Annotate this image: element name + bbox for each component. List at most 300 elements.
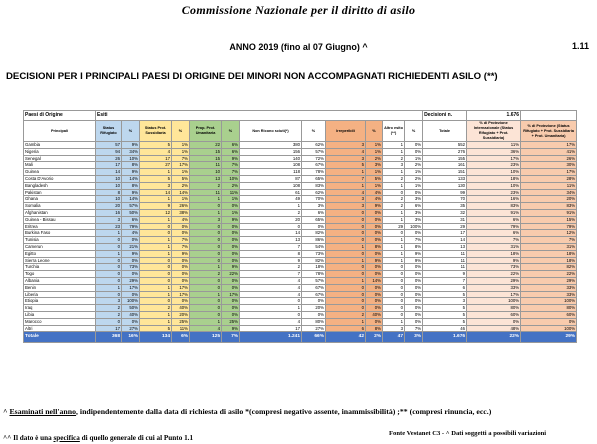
table-row (24, 182, 577, 189)
cell-pct-protezione: 41% (521, 148, 577, 155)
cell-altro-esito: 29 (383, 223, 405, 230)
col-header-prot-umanitaria: Prop. Prot. Umanitaria (190, 121, 222, 142)
col-header-pct-umanitaria: % (222, 121, 240, 142)
cell-pct-umanitaria: 17% (222, 291, 240, 298)
cell-pct-altro: 0% (405, 189, 423, 196)
cell-irreperibili: 7 (326, 175, 366, 182)
col-header-non-riconosciuti: Non Ricono sciuti(*) (240, 121, 302, 142)
cell-pct-rifugiato: 4% (122, 230, 140, 237)
cell-status-rifugiato: 0 (96, 237, 122, 244)
table-row (24, 216, 577, 223)
cell-pct-altro: 0% (405, 318, 423, 325)
cell-pct-non-riconosciuti: 0% (302, 298, 326, 305)
cell-pct-prot-internazionale: 0% (467, 318, 521, 325)
cell-country: Somalia (24, 203, 96, 210)
cell-pct-non-riconosciuti: 78% (302, 271, 326, 278)
cell-pct-prot-internazionale: 18% (467, 175, 521, 182)
cell-pct-protezione: 34% (521, 189, 577, 196)
cell-country: Nigeria (24, 148, 96, 155)
cell-irreperibili: 0 (326, 271, 366, 278)
cell-non-riconosciuti: 2 (240, 209, 302, 216)
cell-non-riconosciuti: 0 (240, 311, 302, 318)
cell-prot-sussidiaria: 5 (140, 325, 172, 332)
cell-pct-umanitaria: 9% (222, 216, 240, 223)
cell-pct-altro: 9% (405, 257, 423, 264)
cell-pct-umanitaria: 0% (222, 277, 240, 284)
cell-pct-sussidiaria: 17% (172, 291, 190, 298)
cell-status-rifugiato: 0 (96, 264, 122, 271)
cell-irreperibili: 0 (326, 284, 366, 291)
table-row (24, 196, 577, 203)
cell-pct-umanitaria: 0% (222, 284, 240, 291)
table-row (24, 250, 577, 257)
cell-irreperibili: 3 (326, 196, 366, 203)
cell-pct-irreperibili: 0% (366, 298, 383, 305)
cell-pct-non-riconosciuti: 27% (302, 325, 326, 332)
cell-pct-sussidiaria: 1% (172, 148, 190, 155)
cell-irreperibili: 1 (326, 169, 366, 176)
cell-country: Liberia (24, 291, 96, 298)
cell-non-riconosciuti: 1 (240, 203, 302, 210)
cell-status-rifugiato: 26 (96, 155, 122, 162)
cell-irreperibili: 0 (326, 223, 366, 230)
col-header-country: Principali (24, 121, 96, 142)
cell-country: Guinea - Bissau (24, 216, 96, 223)
cell-status-rifugiato: 10 (96, 175, 122, 182)
cell-irreperibili: 0 (326, 264, 366, 271)
cell-altro-esito: 1 (383, 142, 405, 149)
cell-totale: 99 (423, 189, 467, 196)
cell-pct-rifugiato: 0% (122, 271, 140, 278)
cell-pct-non-riconosciuti: 86% (302, 237, 326, 244)
cell-pct-non-riconosciuti: 67% (302, 291, 326, 298)
col-header-pct-rifugiato: % (122, 121, 140, 142)
cell-prot-sussidiaria: 27 (140, 162, 172, 169)
cell-pct-rifugiato: 9% (122, 189, 140, 196)
cell-prot-sussidiaria: 1 (140, 243, 172, 250)
cell-pct-umanitaria: 6% (222, 142, 240, 149)
cell-status-rifugiato: 8 (96, 189, 122, 196)
col-header-altro-esito: Altro esito (**) (383, 121, 405, 142)
cell-prot-umanitaria: 1 (190, 196, 222, 203)
cell-pct-prot-internazionale: 100% (467, 298, 521, 305)
total-prot-umanitaria: 125 (190, 332, 222, 343)
cell-pct-rifugiato: 10% (122, 155, 140, 162)
cell-pct-altro: 2% (405, 162, 423, 169)
cell-pct-prot-internazionale: 17% (467, 155, 521, 162)
footnote-specifica (3, 434, 193, 442)
cell-pct-sussidiaria: 20% (172, 311, 190, 318)
cell-pct-irreperibili: 9% (366, 203, 383, 210)
cell-status-rifugiato: 0 (96, 318, 122, 325)
footnote2-rest: di quello generale di cui al Punto 1.1 (79, 434, 194, 442)
source-note: Fonte Vestanet C3 - ^ Dati soggetti a possibili variazioni (389, 430, 547, 437)
cell-prot-umanitaria: 0 (190, 277, 222, 284)
cell-pct-rifugiato: 9% (122, 142, 140, 149)
cell-non-riconosciuti: 0 (240, 223, 302, 230)
cell-pct-prot-internazionale: 31% (467, 243, 521, 250)
cell-non-riconosciuti: 4 (240, 318, 302, 325)
cell-prot-umanitaria: 11 (190, 189, 222, 196)
cell-status-rifugiato: 10 (96, 182, 122, 189)
cell-pct-umanitaria: 0% (222, 237, 240, 244)
cell-prot-sussidiaria: 1 (140, 311, 172, 318)
cell-prot-sussidiaria: 9 (140, 203, 172, 210)
group-header-paesi: Paesi di Origine (24, 111, 96, 121)
cell-irreperibili: 0 (326, 216, 366, 223)
cell-altro-esito: 0 (383, 271, 405, 278)
cell-pct-umanitaria: 7% (222, 169, 240, 176)
cell-altro-esito: 1 (383, 148, 405, 155)
cell-country: Iraq (24, 305, 96, 312)
cell-pct-prot-internazionale: 16% (467, 196, 521, 203)
cell-pct-protezione: 100% (521, 298, 577, 305)
cell-pct-rifugiato: 17% (122, 284, 140, 291)
cell-pct-prot-internazionale: 22% (467, 271, 521, 278)
cell-status-rifugiato: 0 (96, 257, 122, 264)
cell-pct-irreperibili: 0% (366, 230, 383, 237)
cell-pct-protezione: 0% (521, 318, 577, 325)
cell-irreperibili: 3 (326, 142, 366, 149)
cell-status-rifugiato: 3 (96, 216, 122, 223)
cell-pct-altro: 0% (405, 305, 423, 312)
cell-pct-sussidiaria: 0% (172, 277, 190, 284)
total-pct-non-riconosciuti: 66% (302, 332, 326, 343)
cell-totale: 14 (423, 237, 467, 244)
cell-pct-rifugiato: 34% (122, 148, 140, 155)
cell-altro-esito: 2 (383, 155, 405, 162)
cell-totale: 5 (423, 311, 467, 318)
cell-pct-irreperibili: 14% (366, 277, 383, 284)
cell-pct-irreperibili: 8% (366, 325, 383, 332)
cell-pct-altro: 7% (405, 237, 423, 244)
total-pct-protezione: 29% (521, 332, 577, 343)
cell-non-riconosciuti: 380 (240, 142, 302, 149)
total-pct-prot-internazionale: 22% (467, 332, 521, 343)
cell-pct-sussidiaria: 17% (172, 162, 190, 169)
total-altro-esito: 47 (383, 332, 405, 343)
cell-pct-protezione: 80% (521, 305, 577, 312)
cell-pct-altro: 6% (405, 203, 423, 210)
cell-country: Eritrea (24, 223, 96, 230)
cell-pct-non-riconosciuti: 18% (302, 264, 326, 271)
cell-country: Afghanistan (24, 209, 96, 216)
commission-header: Commissione Nazionale per il diritto di asilo (181, 3, 416, 17)
cell-prot-sussidiaria: 0 (140, 223, 172, 230)
cell-prot-umanitaria: 2 (190, 182, 222, 189)
cell-pct-prot-internazionale: 10% (467, 182, 521, 189)
cell-prot-umanitaria: 22 (190, 142, 222, 149)
cell-non-riconosciuti: 0 (240, 298, 302, 305)
cell-totale: 11 (423, 257, 467, 264)
cell-prot-sussidiaria: 17 (140, 155, 172, 162)
table-row (24, 298, 577, 305)
cell-pct-protezione: 18% (521, 250, 577, 257)
group-header-decisioni-total: 1.676 (467, 111, 521, 121)
total-prot-sussidiaria: 134 (140, 332, 172, 343)
cell-pct-sussidiaria: 25% (172, 318, 190, 325)
cell-altro-esito: 0 (383, 230, 405, 237)
cell-totale: 3 (423, 298, 467, 305)
cell-status-rifugiato: 10 (96, 196, 122, 203)
cell-pct-sussidiaria: 0% (172, 298, 190, 305)
cell-non-riconosciuti: 108 (240, 182, 302, 189)
cell-irreperibili: 0 (326, 291, 366, 298)
cell-pct-irreperibili: 1% (366, 142, 383, 149)
cell-irreperibili: 0 (326, 298, 366, 305)
cell-pct-umanitaria: 11% (222, 189, 240, 196)
cell-pct-prot-internazionale: 10% (467, 169, 521, 176)
cell-altro-esito: 1 (383, 243, 405, 250)
cell-pct-sussidiaria: 11% (172, 325, 190, 332)
cell-irreperibili: 3 (326, 203, 366, 210)
cell-pct-irreperibili: 0% (366, 209, 383, 216)
cell-altro-esito: 0 (383, 305, 405, 312)
cell-altro-esito: 1 (383, 318, 405, 325)
cell-pct-non-riconosciuti: 62% (302, 142, 326, 149)
cell-prot-umanitaria: 13 (190, 175, 222, 182)
cell-altro-esito: 1 (383, 216, 405, 223)
cell-prot-umanitaria: 3 (190, 216, 222, 223)
cell-prot-umanitaria: 11 (190, 162, 222, 169)
cell-irreperibili: 1 (326, 257, 366, 264)
cell-pct-altro: 0% (405, 284, 423, 291)
cell-irreperibili: 1 (326, 277, 366, 284)
cell-pct-protezione: 7% (521, 237, 577, 244)
cell-pct-non-riconosciuti: 82% (302, 230, 326, 237)
cell-pct-protezione: 82% (521, 264, 577, 271)
cell-pct-prot-internazionale: 18% (467, 250, 521, 257)
cell-prot-sussidiaria: 0 (140, 277, 172, 284)
cell-pct-rifugiato: 40% (122, 311, 140, 318)
cell-non-riconosciuti: 7 (240, 271, 302, 278)
total-pct-sussidiaria: 6% (172, 332, 190, 343)
cell-status-rifugiato: 1 (96, 230, 122, 237)
cell-prot-sussidiaria: 1 (140, 318, 172, 325)
cell-prot-sussidiaria: 12 (140, 209, 172, 216)
total-country: Totale (24, 332, 96, 343)
cell-pct-prot-internazionale: 91% (467, 209, 521, 216)
table-row (24, 148, 577, 155)
cell-pct-umanitaria: 0% (222, 311, 240, 318)
cell-pct-non-riconosciuti: 83% (302, 182, 326, 189)
cell-prot-umanitaria: 0 (190, 284, 222, 291)
cell-pct-umanitaria: 7% (222, 162, 240, 169)
cell-altro-esito: 1 (383, 182, 405, 189)
cell-country: Mali (24, 162, 96, 169)
cell-altro-esito: 0 (383, 284, 405, 291)
cell-altro-esito: 1 (383, 209, 405, 216)
table-row (24, 237, 577, 244)
cell-pct-non-riconosciuti: 65% (302, 216, 326, 223)
table-row (24, 318, 577, 325)
cell-pct-prot-internazionale: 36% (467, 148, 521, 155)
cell-totale: 11 (423, 250, 467, 257)
col-header-prot-sussidiaria: Status Prot. Sussidiaria (140, 121, 172, 142)
cell-status-rifugiato: 1 (96, 284, 122, 291)
table-row (24, 223, 577, 230)
cell-country: Camerun (24, 243, 96, 250)
cell-pct-prot-internazionale: 73% (467, 264, 521, 271)
cell-totale: 276 (423, 148, 467, 155)
cell-prot-umanitaria: 1 (190, 264, 222, 271)
cell-pct-protezione: 91% (521, 209, 577, 216)
table-row (24, 325, 577, 332)
cell-non-riconosciuti: 108 (240, 162, 302, 169)
cell-totale: 5 (423, 318, 467, 325)
cell-pct-umanitaria: 9% (222, 155, 240, 162)
cell-totale: 7 (423, 277, 467, 284)
cell-pct-protezione: 22% (521, 271, 577, 278)
cell-totale: 46 (423, 325, 467, 332)
cell-non-riconosciuti: 17 (240, 325, 302, 332)
cell-status-rifugiato: 23 (96, 223, 122, 230)
cell-totale: 70 (423, 196, 467, 203)
footnote-underlined: Esaminati nell'anno (9, 407, 76, 416)
cell-irreperibili: 1 (326, 182, 366, 189)
cell-altro-esito: 0 (383, 277, 405, 284)
cell-status-rifugiato: 17 (96, 162, 122, 169)
cell-altro-esito: 2 (383, 196, 405, 203)
cell-irreperibili: 4 (326, 189, 366, 196)
cell-non-riconosciuti: 4 (240, 284, 302, 291)
cell-country: Bangladesh (24, 182, 96, 189)
cell-country: Egitto (24, 250, 96, 257)
cell-prot-sussidiaria: 0 (140, 257, 172, 264)
page-number: 1.11 (571, 41, 589, 51)
cell-totale: 161 (423, 162, 467, 169)
cell-pct-protezione: 17% (521, 142, 577, 149)
footnote-esaminati (3, 407, 491, 416)
cell-non-riconosciuti: 14 (240, 230, 302, 237)
cell-country: Costa D'Avorio (24, 175, 96, 182)
cell-pct-umanitaria: 1% (222, 196, 240, 203)
footnote-prefix: ^ (3, 407, 10, 416)
cell-pct-altro: 0% (405, 148, 423, 155)
year-label: ANNO 2019 (fino al 07 Giugno) ^ (229, 42, 368, 52)
cell-prot-umanitaria: 10 (190, 169, 222, 176)
cell-pct-rifugiato: 8% (122, 182, 140, 189)
cell-non-riconosciuti: 61 (240, 189, 302, 196)
cell-non-riconosciuti: 1 (240, 305, 302, 312)
cell-country: Guinea (24, 169, 96, 176)
cell-pct-prot-internazionale: 11% (467, 142, 521, 149)
cell-pct-rifugiato: 9% (122, 169, 140, 176)
cell-pct-non-riconosciuti: 6% (302, 209, 326, 216)
cell-pct-protezione: 20% (521, 196, 577, 203)
cell-non-riconosciuti: 4 (240, 277, 302, 284)
cell-pct-prot-internazionale: 9% (467, 257, 521, 264)
col-header-totale: Totale (423, 121, 467, 142)
cell-country: Ghana (24, 196, 96, 203)
cell-pct-rifugiato: 50% (122, 209, 140, 216)
cell-pct-non-riconosciuti: 80% (302, 318, 326, 325)
cell-pct-rifugiato: 8% (122, 162, 140, 169)
cell-non-riconosciuti: 118 (240, 169, 302, 176)
cell-irreperibili: 3 (326, 155, 366, 162)
cell-pct-rifugiato: 9% (122, 250, 140, 257)
cell-pct-sussidiaria: 17% (172, 284, 190, 291)
cell-pct-umanitaria: 6% (222, 148, 240, 155)
cell-pct-protezione: 17% (521, 169, 577, 176)
cell-pct-irreperibili: 40% (366, 311, 383, 318)
cell-pct-altro: 0% (405, 271, 423, 278)
cell-pct-altro: 7% (405, 325, 423, 332)
col-header-pct-sussidiaria: % (172, 121, 190, 142)
cell-country: Turchia (24, 264, 96, 271)
group-header-esiti: Esiti (96, 111, 423, 121)
cell-pct-rifugiato: 0% (122, 237, 140, 244)
cell-prot-sussidiaria: 3 (140, 182, 172, 189)
table-row (24, 311, 577, 318)
cell-status-rifugiato: 0 (96, 277, 122, 284)
cell-country: Benin (24, 284, 96, 291)
cell-prot-sussidiaria: 2 (140, 305, 172, 312)
cell-pct-irreperibili: 2% (366, 155, 383, 162)
cell-pct-altro: 0% (405, 264, 423, 271)
cell-irreperibili: 1 (326, 243, 366, 250)
cell-pct-umanitaria: 22% (222, 271, 240, 278)
cell-non-riconosciuti: 13 (240, 237, 302, 244)
cell-pct-prot-internazionale: 79% (467, 223, 521, 230)
cell-totale: 31 (423, 216, 467, 223)
cell-prot-sussidiaria: 0 (140, 298, 172, 305)
cell-irreperibili: 6 (326, 325, 366, 332)
cell-totale: 130 (423, 182, 467, 189)
cell-altro-esito: 3 (383, 162, 405, 169)
total-totale: 1.676 (423, 332, 467, 343)
cell-non-riconosciuti: 7 (240, 243, 302, 250)
cell-pct-altro: 1% (405, 182, 423, 189)
cell-altro-esito: 2 (383, 203, 405, 210)
cell-pct-sussidiaria: 1% (172, 142, 190, 149)
cell-pct-altro: 0% (405, 311, 423, 318)
cell-pct-irreperibili: 8% (366, 243, 383, 250)
cell-pct-sussidiaria: 7% (172, 155, 190, 162)
cell-pct-umanitaria: 0% (222, 305, 240, 312)
cell-pct-rifugiato: 73% (122, 264, 140, 271)
cell-country: Albania (24, 277, 96, 284)
cell-pct-altro: 2% (405, 175, 423, 182)
cell-country: Togo (24, 271, 96, 278)
footnote2-underlined: specifica (53, 434, 80, 442)
cell-pct-prot-internazionale: 7% (467, 237, 521, 244)
cell-pct-irreperibili: 9% (366, 257, 383, 264)
cell-altro-esito: 1 (383, 257, 405, 264)
cell-pct-umanitaria: 0% (222, 203, 240, 210)
cell-pct-non-riconosciuti: 54% (302, 243, 326, 250)
cell-prot-sussidiaria: 1 (140, 169, 172, 176)
cell-pct-prot-internazionale: 6% (467, 230, 521, 237)
cell-totale: 32 (423, 209, 467, 216)
cell-prot-sussidiaria: 0 (140, 230, 172, 237)
cell-pct-altro: 9% (405, 250, 423, 257)
cell-pct-non-riconosciuti: 0% (302, 223, 326, 230)
cell-pct-altro: 8% (405, 243, 423, 250)
cell-pct-irreperibili: 0% (366, 250, 383, 257)
cell-pct-altro: 0% (405, 142, 423, 149)
cell-pct-irreperibili: 1% (366, 148, 383, 155)
cell-irreperibili: 0 (326, 305, 366, 312)
cell-status-rifugiato: 0 (96, 243, 122, 250)
cell-altro-esito: 3 (383, 325, 405, 332)
cell-irreperibili: 0 (326, 230, 366, 237)
cell-prot-umanitaria: 0 (190, 298, 222, 305)
cell-pct-umanitaria: 9% (222, 325, 240, 332)
cell-status-rifugiato: 2 (96, 305, 122, 312)
cell-pct-rifugiato: 57% (122, 203, 140, 210)
cell-pct-irreperibili: 1% (366, 169, 383, 176)
